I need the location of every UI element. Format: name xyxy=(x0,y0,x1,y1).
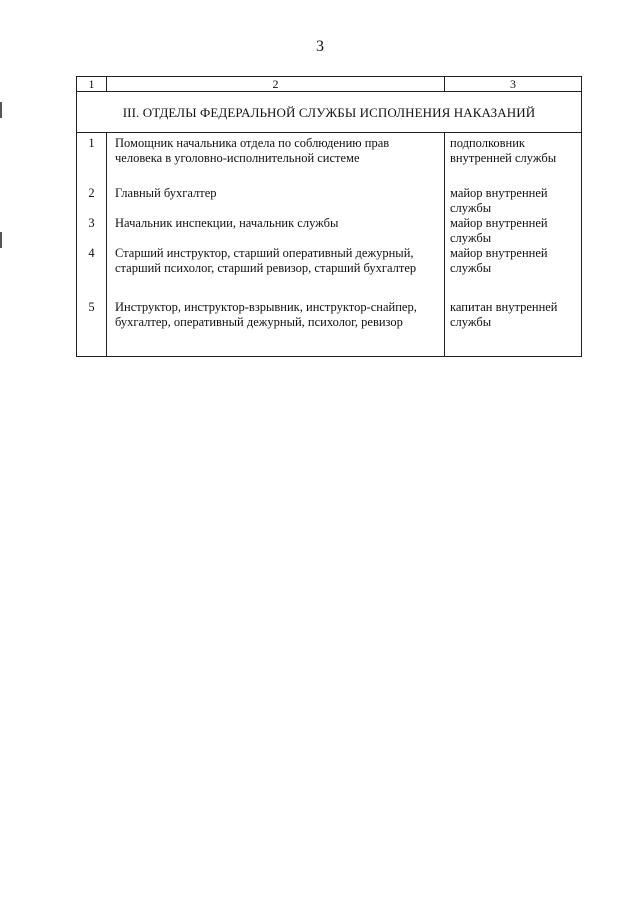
position-cell xyxy=(107,246,445,300)
table-row xyxy=(77,300,582,332)
rank-line: службы xyxy=(450,315,492,329)
section-title: III. ОТДЕЛЫ ФЕДЕРАЛЬНОЙ СЛУЖБЫ ИСПОЛНЕНИЯ НАКАЗАНИЙ xyxy=(77,92,582,133)
position-line: Старший инструктор, старший оперативный дежурный, xyxy=(115,246,414,260)
position-line: бухгалтер, оперативный дежурный, психолог, ревизор xyxy=(115,315,403,329)
table-row xyxy=(77,186,582,216)
rank-line: майор внутренней xyxy=(450,246,548,260)
scan-edge-mark xyxy=(0,102,2,118)
position-line: Начальник инспекции, начальник службы xyxy=(115,216,339,230)
rank-cell xyxy=(445,133,582,187)
position-cell xyxy=(107,186,445,216)
rank-cell xyxy=(445,246,582,300)
table-row xyxy=(77,133,582,187)
rank-line: службы xyxy=(450,201,492,215)
empty-cell xyxy=(445,332,582,357)
rank-line: внутренней службы xyxy=(450,151,557,165)
position-line: человека в уголовно-исполнительной системе xyxy=(115,151,360,165)
rank-cell xyxy=(445,300,582,332)
position-cell xyxy=(107,216,445,246)
page-number: 3 xyxy=(316,38,324,55)
rank-line: службы xyxy=(450,231,492,245)
position-cell xyxy=(107,133,445,187)
ranks-table xyxy=(76,76,582,357)
position-line: старший психолог, старший ревизор, старший бухгалтер xyxy=(115,261,417,275)
row-number: 4 xyxy=(77,246,107,300)
section-row xyxy=(77,92,582,133)
row-number: 3 xyxy=(77,216,107,246)
rank-line: майор внутренней xyxy=(450,216,548,230)
column-header-rank: 3 xyxy=(445,77,582,92)
column-header-position: 2 xyxy=(107,77,445,92)
table-row xyxy=(77,246,582,300)
position-line: Помощник начальника отдела по соблюдению прав xyxy=(115,136,390,150)
row-number: 2 xyxy=(77,186,107,216)
position-cell xyxy=(107,300,445,332)
empty-cell xyxy=(107,332,445,357)
scan-edge-mark xyxy=(0,232,2,248)
rank-line: майор внутренней xyxy=(450,186,548,200)
rank-line: службы xyxy=(450,261,492,275)
table-bottom-spacer xyxy=(77,332,582,357)
rank-line: капитан внутренней xyxy=(450,300,558,314)
table-row xyxy=(77,216,582,246)
empty-cell xyxy=(77,332,107,357)
rank-line: подполковник xyxy=(450,136,525,150)
row-number: 5 xyxy=(77,300,107,332)
position-line: Инструктор, инструктор-взрывник, инструктор-снайпер, xyxy=(115,300,417,314)
position-line: Главный бухгалтер xyxy=(115,186,217,200)
row-number: 1 xyxy=(77,133,107,187)
rank-cell xyxy=(445,216,582,246)
rank-cell xyxy=(445,186,582,216)
column-header-number: 1 xyxy=(77,77,107,92)
header-row xyxy=(77,77,582,92)
